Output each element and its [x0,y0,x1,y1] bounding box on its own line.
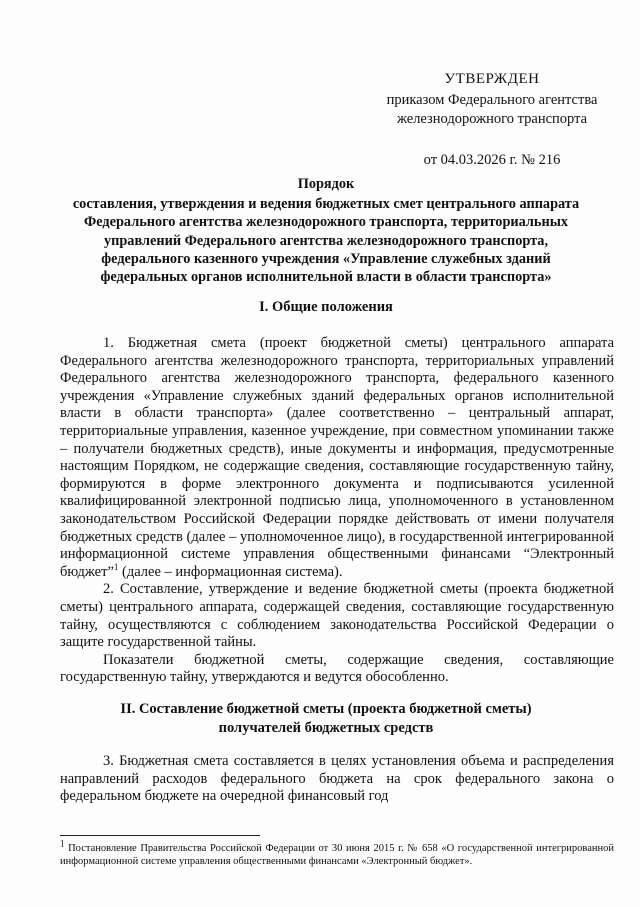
footnote-separator [60,835,260,836]
section-1-body [60,335,614,687]
paragraph-3: Показатели бюджетной сметы, содержащие сведения, составляющие государственную тайну, утверждаются и ведутся обособленно. [60,651,614,686]
section-2-body [60,753,614,806]
paragraph-4: 3. Бюджетная смета составляется в целях установления объема и распределения направлений расходов федерального бюджета на срок федерального закона о федеральном бюджете на очередной финансовый год [60,753,614,805]
document-title [60,175,592,286]
section-1-heading: I. Общие положения [259,299,393,315]
section-2-heading-line-2: получателей бюджетных средств [218,720,434,736]
approval-heading: УТВЕРЖДЕН [444,71,540,87]
approval-line-2: железнодорожного транспорта [396,111,588,127]
title-text: составления, утверждения и ведения бюджетных смет центрального аппарата Федерального агентства железнодорожного транспорта, территориальных управлений Федерального агентства железнодорожного транспорта, федерального казенного учреждения «Управление служебных зданий федеральных органов исполнительной власти в области транспорта» [72,196,580,286]
paragraph-1 [60,335,614,581]
section-2-heading [60,700,592,738]
paragraph-1-text: 1. Бюджетная смета (проект бюджетной сметы) центрального аппарата Федерального агентства железнодорожного транспорта, территориальных управлений Федерального агентства железнодорожного транспорта, федерального казенного учреждения «Управление служебных зданий федеральных органов исполнительной власти в области транспорта» (далее соответственно – центральный аппарат, территориальные управления, казенное учреждение, при совместном упоминании также – получатели бюджетных средств), иные документы и информация, предусмотренные настоящим Порядком, не содержащие сведения, составляющие государственную тайну, формируются в форме электронного документа и подписываются усиленной квалифицированной электронной подписью лица, уполномоченного в установленном законодательством Российской Федерации порядке действовать от имени получателя бюджетных средств (далее – уполномоченное лицо), в государственной интегрированной информационной системе управления общественными финансами “Электронный бюджет” [60,335,614,580]
paragraph-1-tail: (далее – информационная система). [118,563,343,580]
approval-line-1: приказом Федерального агентства [386,92,598,108]
footnote-reference: 1 [113,561,119,572]
approval-date-number: от 04.03.2026 г. № 216 [423,152,561,168]
title-heading: Порядок [297,176,355,192]
footnote-text: Постановление Правительства Российской Федерации от 30 июня 2015 г. № 658 «О государственной интегрированной информационной системе управления общественными финансами «Электронный бюджет». [60,843,614,867]
section-2-heading-line-1: II. Составление бюджетной сметы (проекта бюджетной сметы) [120,701,532,717]
footnote [60,838,614,868]
footnote-mark: 1 [60,838,65,849]
paragraph-2: 2. Составление, утверждение и ведение бюджетной сметы (проекта бюджетной сметы) центрального аппарата, содержащей сведения, составляющие государственную тайну, осуществляются с соблюдением законодательства Российской Федерации о защите государственной тайны. [60,581,614,651]
approval-stamp [372,70,612,170]
